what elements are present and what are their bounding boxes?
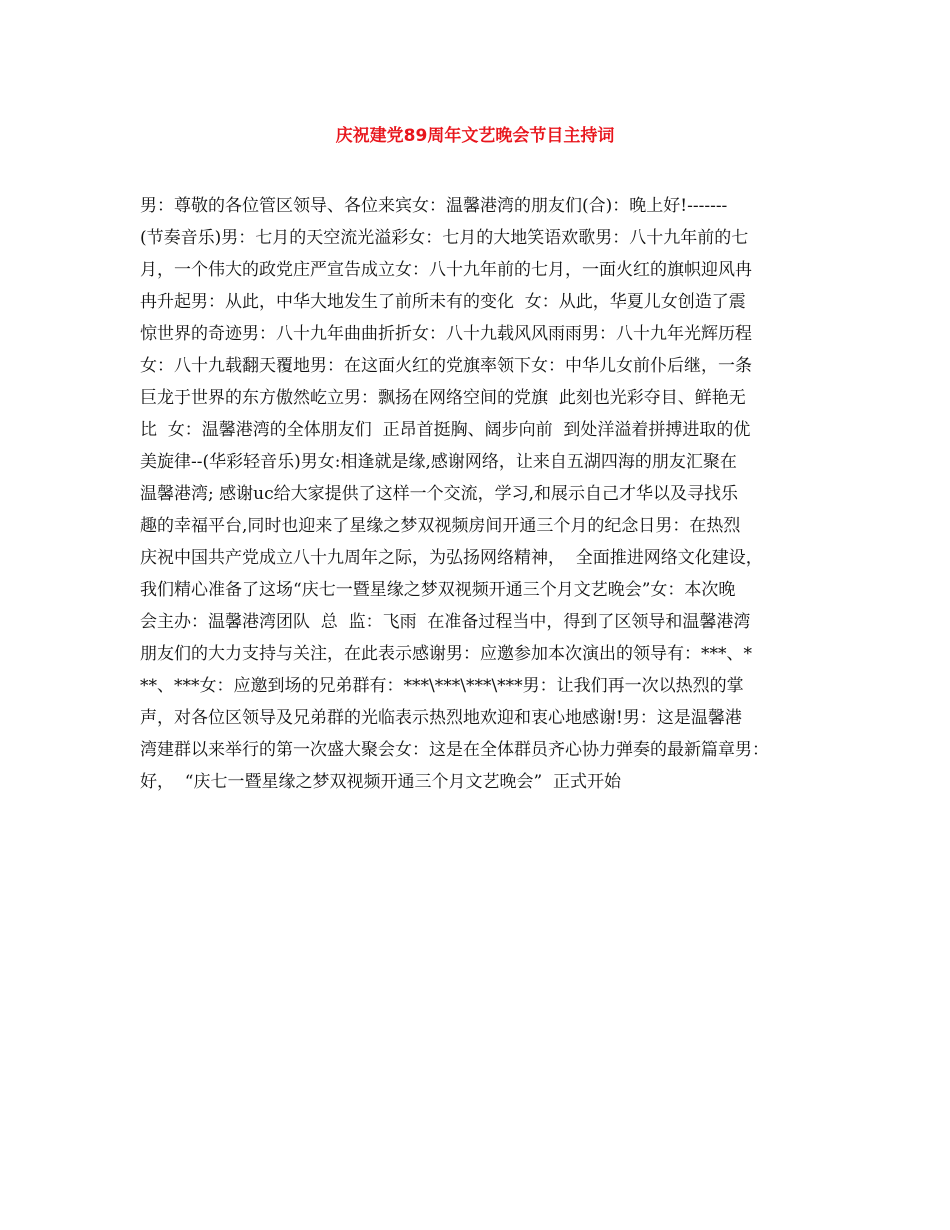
body-line: 惊世界的奇迹男：八十九年曲曲折折女：八十九载风风雨雨男：八十九年光辉历程 (140, 324, 752, 344)
body-line: (节奏音乐)男：七月的天空流光溢彩女：七月的大地笑语欢歌男：八十九年前的七 (140, 228, 749, 248)
body-line: 温馨港湾; 感谢uc给大家提供了这样一个交流，学习,和展示自己才华以及寻找乐 (140, 484, 739, 504)
body-line: 朋友们的大力支持与关注，在此表示感谢男：应邀参加本次演出的领导有：***、* (140, 644, 752, 664)
document-body (140, 190, 816, 798)
body-line: 湾建群以来举行的第一次盛大聚会女：这是在全体群员齐心协力弹奏的最新篇章男： (140, 740, 769, 760)
body-line: 声，对各位区领导及兄弟群的光临表示热烈地欢迎和衷心地感谢!男：这是温馨港 (140, 708, 742, 728)
body-line: 好， “庆七一暨星缘之梦双视频开通三个月文艺晚会” 正式开始 (140, 772, 621, 792)
body-line: 月，一个伟大的政党庄严宣告成立女：八十九年前的七月，一面火红的旗帜迎风冉 (140, 260, 752, 280)
body-line: 冉升起男：从此，中华大地发生了前所未有的变化 女：从此，华夏儿女创造了震 (140, 292, 746, 312)
body-line: 女：八十九载翻天覆地男：在这面火红的党旗率领下女：中华儿女前仆后继，一条 (140, 356, 752, 376)
body-line: 美旋律--(华彩轻音乐)男女:相逢就是缘,感谢网络，让来自五湖四海的朋友汇聚在 (140, 452, 737, 472)
body-line: 趣的幸福平台,同时也迎来了星缘之梦双视频房间开通三个月的纪念日男：在热烈 (140, 516, 741, 536)
body-line: 会主办：温馨港湾团队 总 监：飞雨 在准备过程当中，得到了区领导和温馨港湾 (140, 612, 751, 632)
body-line: 男：尊敬的各位管区领导、各位来宾女：温馨港湾的朋友们(合)：晚上好!------- (140, 196, 728, 216)
body-line: 比 女：温馨港湾的全体朋友们 正昂首挺胸、阔步向前 到处洋溢着拼搏进取的优 (140, 420, 751, 440)
body-line: **、***女：应邀到场的兄弟群有：***\***\***\***男：让我们再一次以热烈的掌 (140, 676, 744, 696)
body-line: 庆祝中国共产党成立八十九周年之际，为弘扬网络精神， 全面推进网络文化建设， (140, 548, 763, 568)
body-line: 巨龙于世界的东方傲然屹立男：飘扬在网络空间的党旗 此刻也光彩夺目、鲜艳无 (140, 388, 746, 408)
document-title: 庆祝建党89周年文艺晚会节目主持词 (335, 126, 615, 146)
body-line: 我们精心准备了这场“庆七一暨星缘之梦双视频开通三个月文艺晚会”女：本次晚 (140, 580, 736, 600)
